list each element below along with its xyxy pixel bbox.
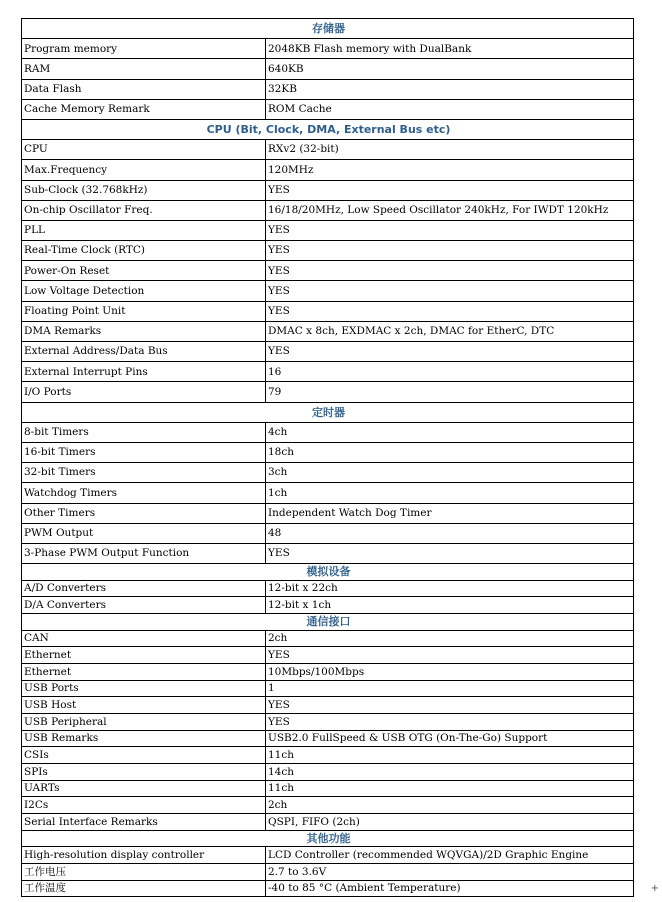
spec-label: Floating Point Unit <box>22 301 266 321</box>
spec-value: ROM Cache <box>266 99 634 119</box>
spec-value: 79 <box>266 382 634 402</box>
section-title: 存储器 <box>22 19 634 39</box>
table-row <box>22 362 634 382</box>
spec-value: QSPI, FIFO (2ch) <box>266 814 634 831</box>
table-row <box>22 301 634 321</box>
table-row <box>22 220 634 240</box>
spec-value: 2ch <box>266 630 634 647</box>
spec-table-body <box>22 19 634 897</box>
spec-label: 8-bit Timers <box>22 422 266 442</box>
spec-value: DMAC x 8ch, EXDMAC x 2ch, DMAC for EtherC, DTC <box>266 321 634 341</box>
table-row <box>22 180 634 200</box>
table-row <box>22 580 634 597</box>
spec-value: 16/18/20MHz, Low Speed Oscillator 240kHz, For IWDT 120kHz <box>266 200 634 220</box>
corner-mark: + <box>650 883 659 894</box>
spec-value: -40 to 85 °C (Ambient Temperature) <box>266 880 634 897</box>
spec-value: 14ch <box>266 764 634 781</box>
spec-value: YES <box>266 241 634 261</box>
table-row <box>22 523 634 543</box>
spec-label: A/D Converters <box>22 580 266 597</box>
table-row <box>22 99 634 119</box>
spec-label: DMA Remarks <box>22 321 266 341</box>
spec-label: USB Remarks <box>22 730 266 747</box>
spec-label: RAM <box>22 59 266 79</box>
table-row <box>22 847 634 864</box>
table-row <box>22 880 634 897</box>
section-title: CPU (Bit, Clock, DMA, External Bus etc) <box>22 119 634 139</box>
table-row <box>22 342 634 362</box>
spec-label: 3-Phase PWM Output Function <box>22 543 266 563</box>
spec-label: I2Cs <box>22 797 266 814</box>
table-row <box>22 814 634 831</box>
spec-value: YES <box>266 697 634 714</box>
section-header-row <box>22 119 634 139</box>
spec-label: USB Peripheral <box>22 713 266 730</box>
spec-value: 2048KB Flash memory with DualBank <box>266 39 634 59</box>
spec-value: 120MHz <box>266 160 634 180</box>
spec-value: 18ch <box>266 442 634 462</box>
table-row <box>22 697 634 714</box>
table-row <box>22 200 634 220</box>
table-row <box>22 764 634 781</box>
table-row <box>22 647 634 664</box>
table-row <box>22 140 634 160</box>
spec-label: Max.Frequency <box>22 160 266 180</box>
section-header-row <box>22 19 634 39</box>
spec-label: Real-Time Clock (RTC) <box>22 241 266 261</box>
spec-table <box>21 18 634 897</box>
spec-value: 1 <box>266 680 634 697</box>
spec-value: YES <box>266 543 634 563</box>
spec-value: 640KB <box>266 59 634 79</box>
section-title: 定时器 <box>22 402 634 422</box>
table-row <box>22 747 634 764</box>
spec-label: D/A Converters <box>22 597 266 614</box>
spec-label: Watchdog Timers <box>22 483 266 503</box>
spec-value: 12-bit x 1ch <box>266 597 634 614</box>
spec-value: 16 <box>266 362 634 382</box>
table-row <box>22 483 634 503</box>
spec-label: PWM Output <box>22 523 266 543</box>
spec-value: 48 <box>266 523 634 543</box>
spec-value: YES <box>266 281 634 301</box>
spec-value: YES <box>266 301 634 321</box>
spec-value: Independent Watch Dog Timer <box>266 503 634 523</box>
spec-value: LCD Controller (recommended WQVGA)/2D Graphic Engine <box>266 847 634 864</box>
table-row <box>22 713 634 730</box>
table-row <box>22 59 634 79</box>
spec-label: Data Flash <box>22 79 266 99</box>
spec-value: 11ch <box>266 747 634 764</box>
spec-label: On-chip Oscillator Freq. <box>22 200 266 220</box>
spec-value: 32KB <box>266 79 634 99</box>
spec-value: 1ch <box>266 483 634 503</box>
spec-label: Low Voltage Detection <box>22 281 266 301</box>
spec-value: YES <box>266 180 634 200</box>
spec-label: CSIs <box>22 747 266 764</box>
table-row <box>22 543 634 563</box>
spec-value: 10Mbps/100Mbps <box>266 663 634 680</box>
spec-label: USB Ports <box>22 680 266 697</box>
spec-value: 12-bit x 22ch <box>266 580 634 597</box>
table-row <box>22 503 634 523</box>
spec-label: 工作电压 <box>22 863 266 880</box>
table-row <box>22 39 634 59</box>
spec-value: 4ch <box>266 422 634 442</box>
section-header-row <box>22 402 634 422</box>
table-row <box>22 79 634 99</box>
spec-value: 11ch <box>266 780 634 797</box>
spec-label: UARTs <box>22 780 266 797</box>
table-row <box>22 597 634 614</box>
table-row <box>22 261 634 281</box>
spec-label: Other Timers <box>22 503 266 523</box>
table-row <box>22 463 634 483</box>
section-header-row <box>22 564 634 581</box>
spec-label: CAN <box>22 630 266 647</box>
table-row <box>22 382 634 402</box>
spec-label: CPU <box>22 140 266 160</box>
spec-label: USB Host <box>22 697 266 714</box>
spec-label: Ethernet <box>22 663 266 680</box>
spec-label: Power-On Reset <box>22 261 266 281</box>
spec-label: External Address/Data Bus <box>22 342 266 362</box>
spec-value: 3ch <box>266 463 634 483</box>
table-row <box>22 630 634 647</box>
table-row <box>22 321 634 341</box>
table-row <box>22 780 634 797</box>
section-header-row <box>22 613 634 630</box>
spec-value: 2.7 to 3.6V <box>266 863 634 880</box>
spec-label: High-resolution display controller <box>22 847 266 864</box>
spec-label: External Interrupt Pins <box>22 362 266 382</box>
table-row <box>22 730 634 747</box>
section-header-row <box>22 830 634 847</box>
table-row <box>22 680 634 697</box>
table-row <box>22 422 634 442</box>
spec-label: 16-bit Timers <box>22 442 266 462</box>
spec-label: I/O Ports <box>22 382 266 402</box>
spec-label: Sub-Clock (32.768kHz) <box>22 180 266 200</box>
table-row <box>22 281 634 301</box>
spec-value: YES <box>266 342 634 362</box>
section-title: 模拟设备 <box>22 564 634 581</box>
table-row <box>22 663 634 680</box>
spec-value: YES <box>266 647 634 664</box>
table-row <box>22 442 634 462</box>
table-row <box>22 863 634 880</box>
spec-label: 32-bit Timers <box>22 463 266 483</box>
spec-label: SPIs <box>22 764 266 781</box>
spec-label: 工作温度 <box>22 880 266 897</box>
table-row <box>22 797 634 814</box>
spec-label: Program memory <box>22 39 266 59</box>
spec-value: 2ch <box>266 797 634 814</box>
spec-value: YES <box>266 261 634 281</box>
spec-label: PLL <box>22 220 266 240</box>
spec-value: YES <box>266 220 634 240</box>
section-title: 通信接口 <box>22 613 634 630</box>
spec-value: RXv2 (32-bit) <box>266 140 634 160</box>
table-row <box>22 160 634 180</box>
spec-label: Ethernet <box>22 647 266 664</box>
table-row <box>22 241 634 261</box>
spec-value: YES <box>266 713 634 730</box>
spec-value: USB2.0 FullSpeed & USB OTG (On-The-Go) Support <box>266 730 634 747</box>
spec-label: Cache Memory Remark <box>22 99 266 119</box>
section-title: 其他功能 <box>22 830 634 847</box>
spec-label: Serial Interface Remarks <box>22 814 266 831</box>
